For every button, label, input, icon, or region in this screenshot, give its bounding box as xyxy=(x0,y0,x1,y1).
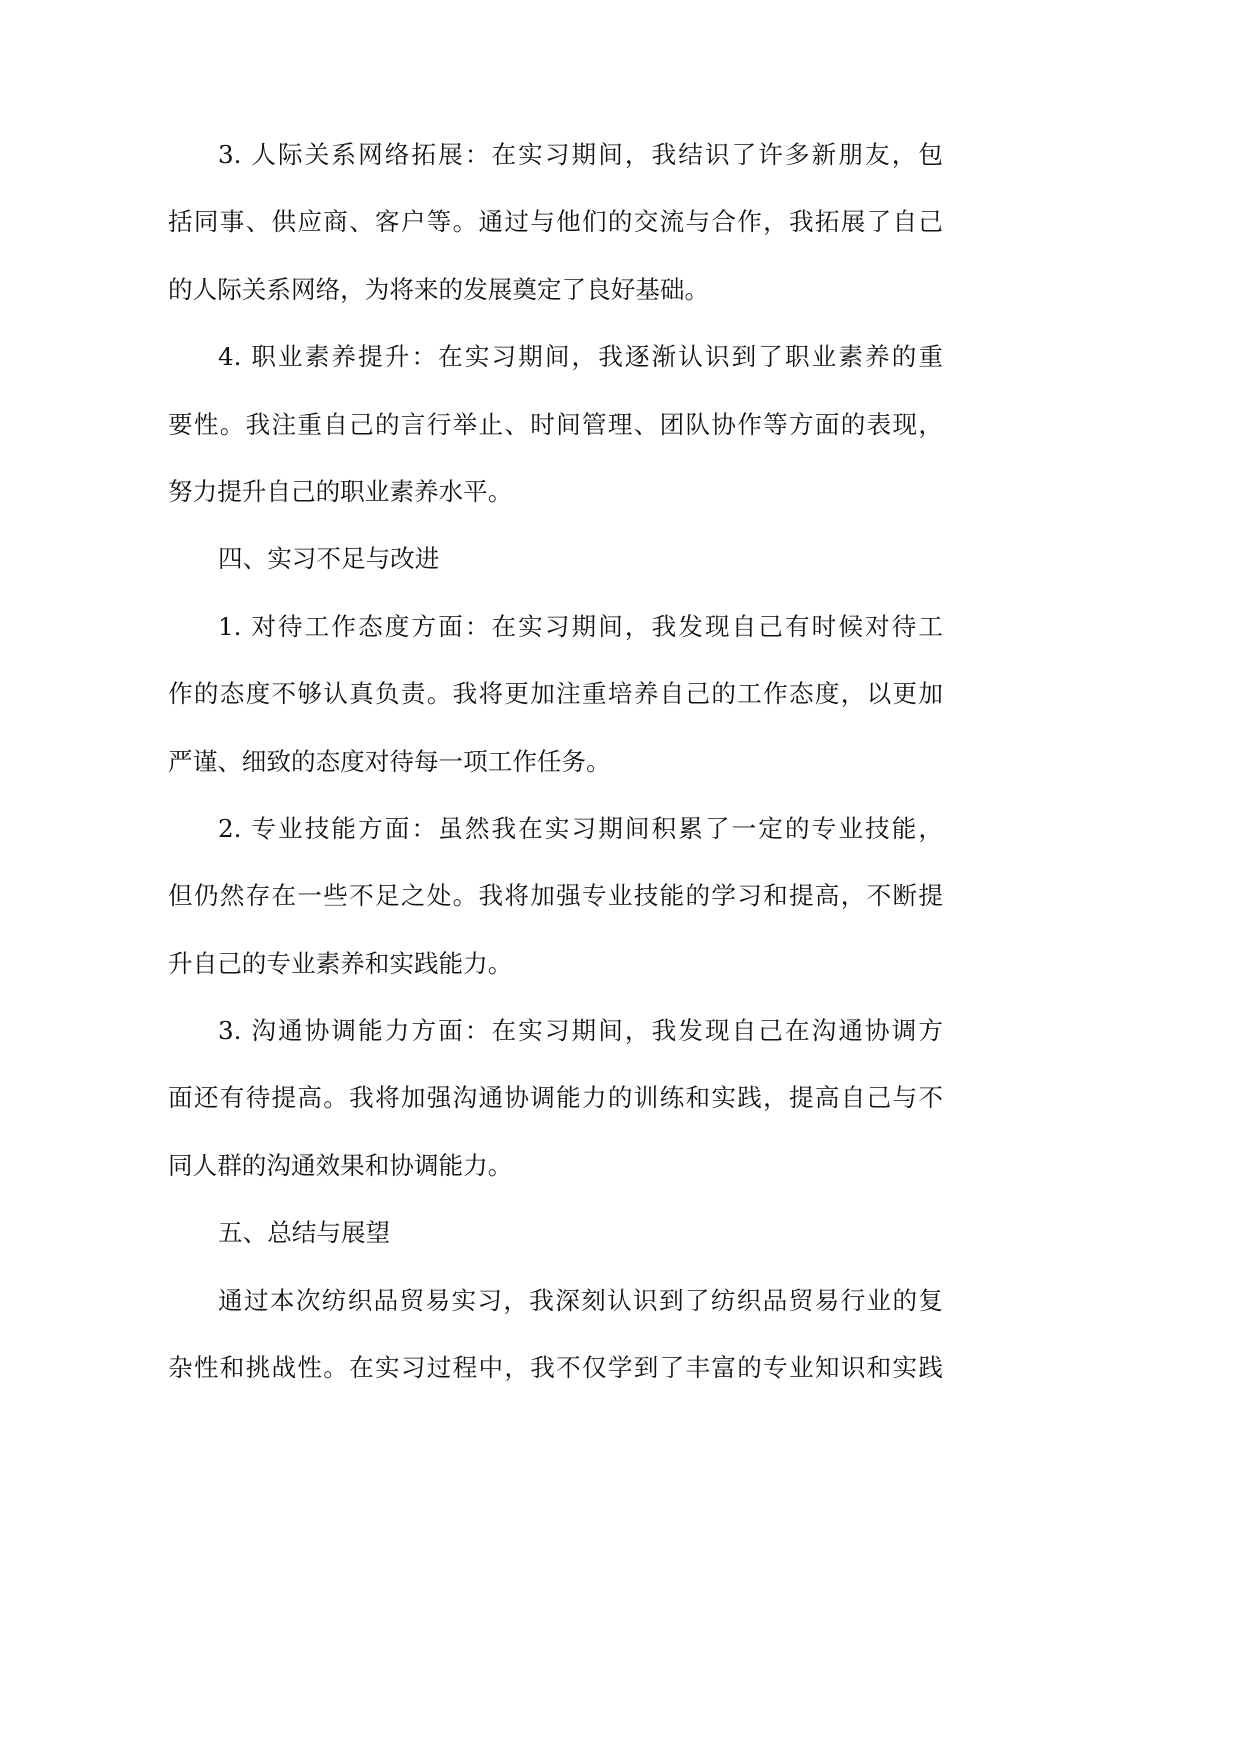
paragraph-professional-quality xyxy=(168,323,943,525)
paragraph-line: 升自己的专业素养和实践能力。 xyxy=(168,948,513,978)
paragraph-line: 1. 对待工作态度方面：在实习期间，我发现自己有时候对待工 xyxy=(218,611,943,641)
paragraph-line: 3. 沟通协调能力方面：在实习期间，我发现自己在沟通协调方 xyxy=(218,1016,943,1046)
paragraph-line: 2. 专业技能方面：虽然我在实习期间积累了一定的专业技能， xyxy=(218,813,943,843)
paragraph-interpersonal-network xyxy=(168,121,943,323)
paragraph-line: 作的态度不够认真负责。我将更加注重培养自己的工作态度，以更加 xyxy=(168,679,943,709)
paragraph-summary xyxy=(168,1267,943,1402)
section-heading-text: 四、实习不足与改进 xyxy=(218,544,440,574)
document-page xyxy=(168,121,943,1401)
section-heading-text: 五、总结与展望 xyxy=(218,1218,391,1248)
paragraph-line: 要性。我注重自己的言行举止、时间管理、团队协作等方面的表现， xyxy=(168,409,943,439)
paragraph-communication xyxy=(168,997,943,1199)
paragraph-line: 的人际关系网络，为将来的发展奠定了良好基础。 xyxy=(168,274,710,304)
paragraph-line: 面还有待提高。我将加强沟通协调能力的训练和实践，提高自己与不 xyxy=(168,1083,943,1113)
paragraph-line: 杂性和挑战性。在实习过程中，我不仅学到了丰富的专业知识和实践 xyxy=(168,1353,943,1383)
paragraph-line: 同人群的沟通效果和协调能力。 xyxy=(168,1150,513,1180)
paragraph-line: 但仍然存在一些不足之处。我将加强专业技能的学习和提高，不断提 xyxy=(168,881,943,911)
paragraph-line: 4. 职业素养提升：在实习期间，我逐渐认识到了职业素养的重 xyxy=(218,342,943,372)
paragraph-professional-skills xyxy=(168,795,943,997)
paragraph-work-attitude xyxy=(168,593,943,795)
paragraph-line: 努力提升自己的职业素养水平。 xyxy=(168,476,513,506)
paragraph-line: 严谨、细致的态度对待每一项工作任务。 xyxy=(168,746,611,776)
paragraph-line: 3. 人际关系网络拓展：在实习期间，我结识了许多新朋友，包 xyxy=(218,140,943,169)
paragraph-line: 括同事、供应商、客户等。通过与他们的交流与合作，我拓展了自己 xyxy=(168,207,943,237)
section-heading xyxy=(168,525,943,592)
paragraph-line: 通过本次纺织品贸易实习，我深刻认识到了纺织品贸易行业的复 xyxy=(218,1285,943,1315)
section-heading xyxy=(168,1199,943,1266)
